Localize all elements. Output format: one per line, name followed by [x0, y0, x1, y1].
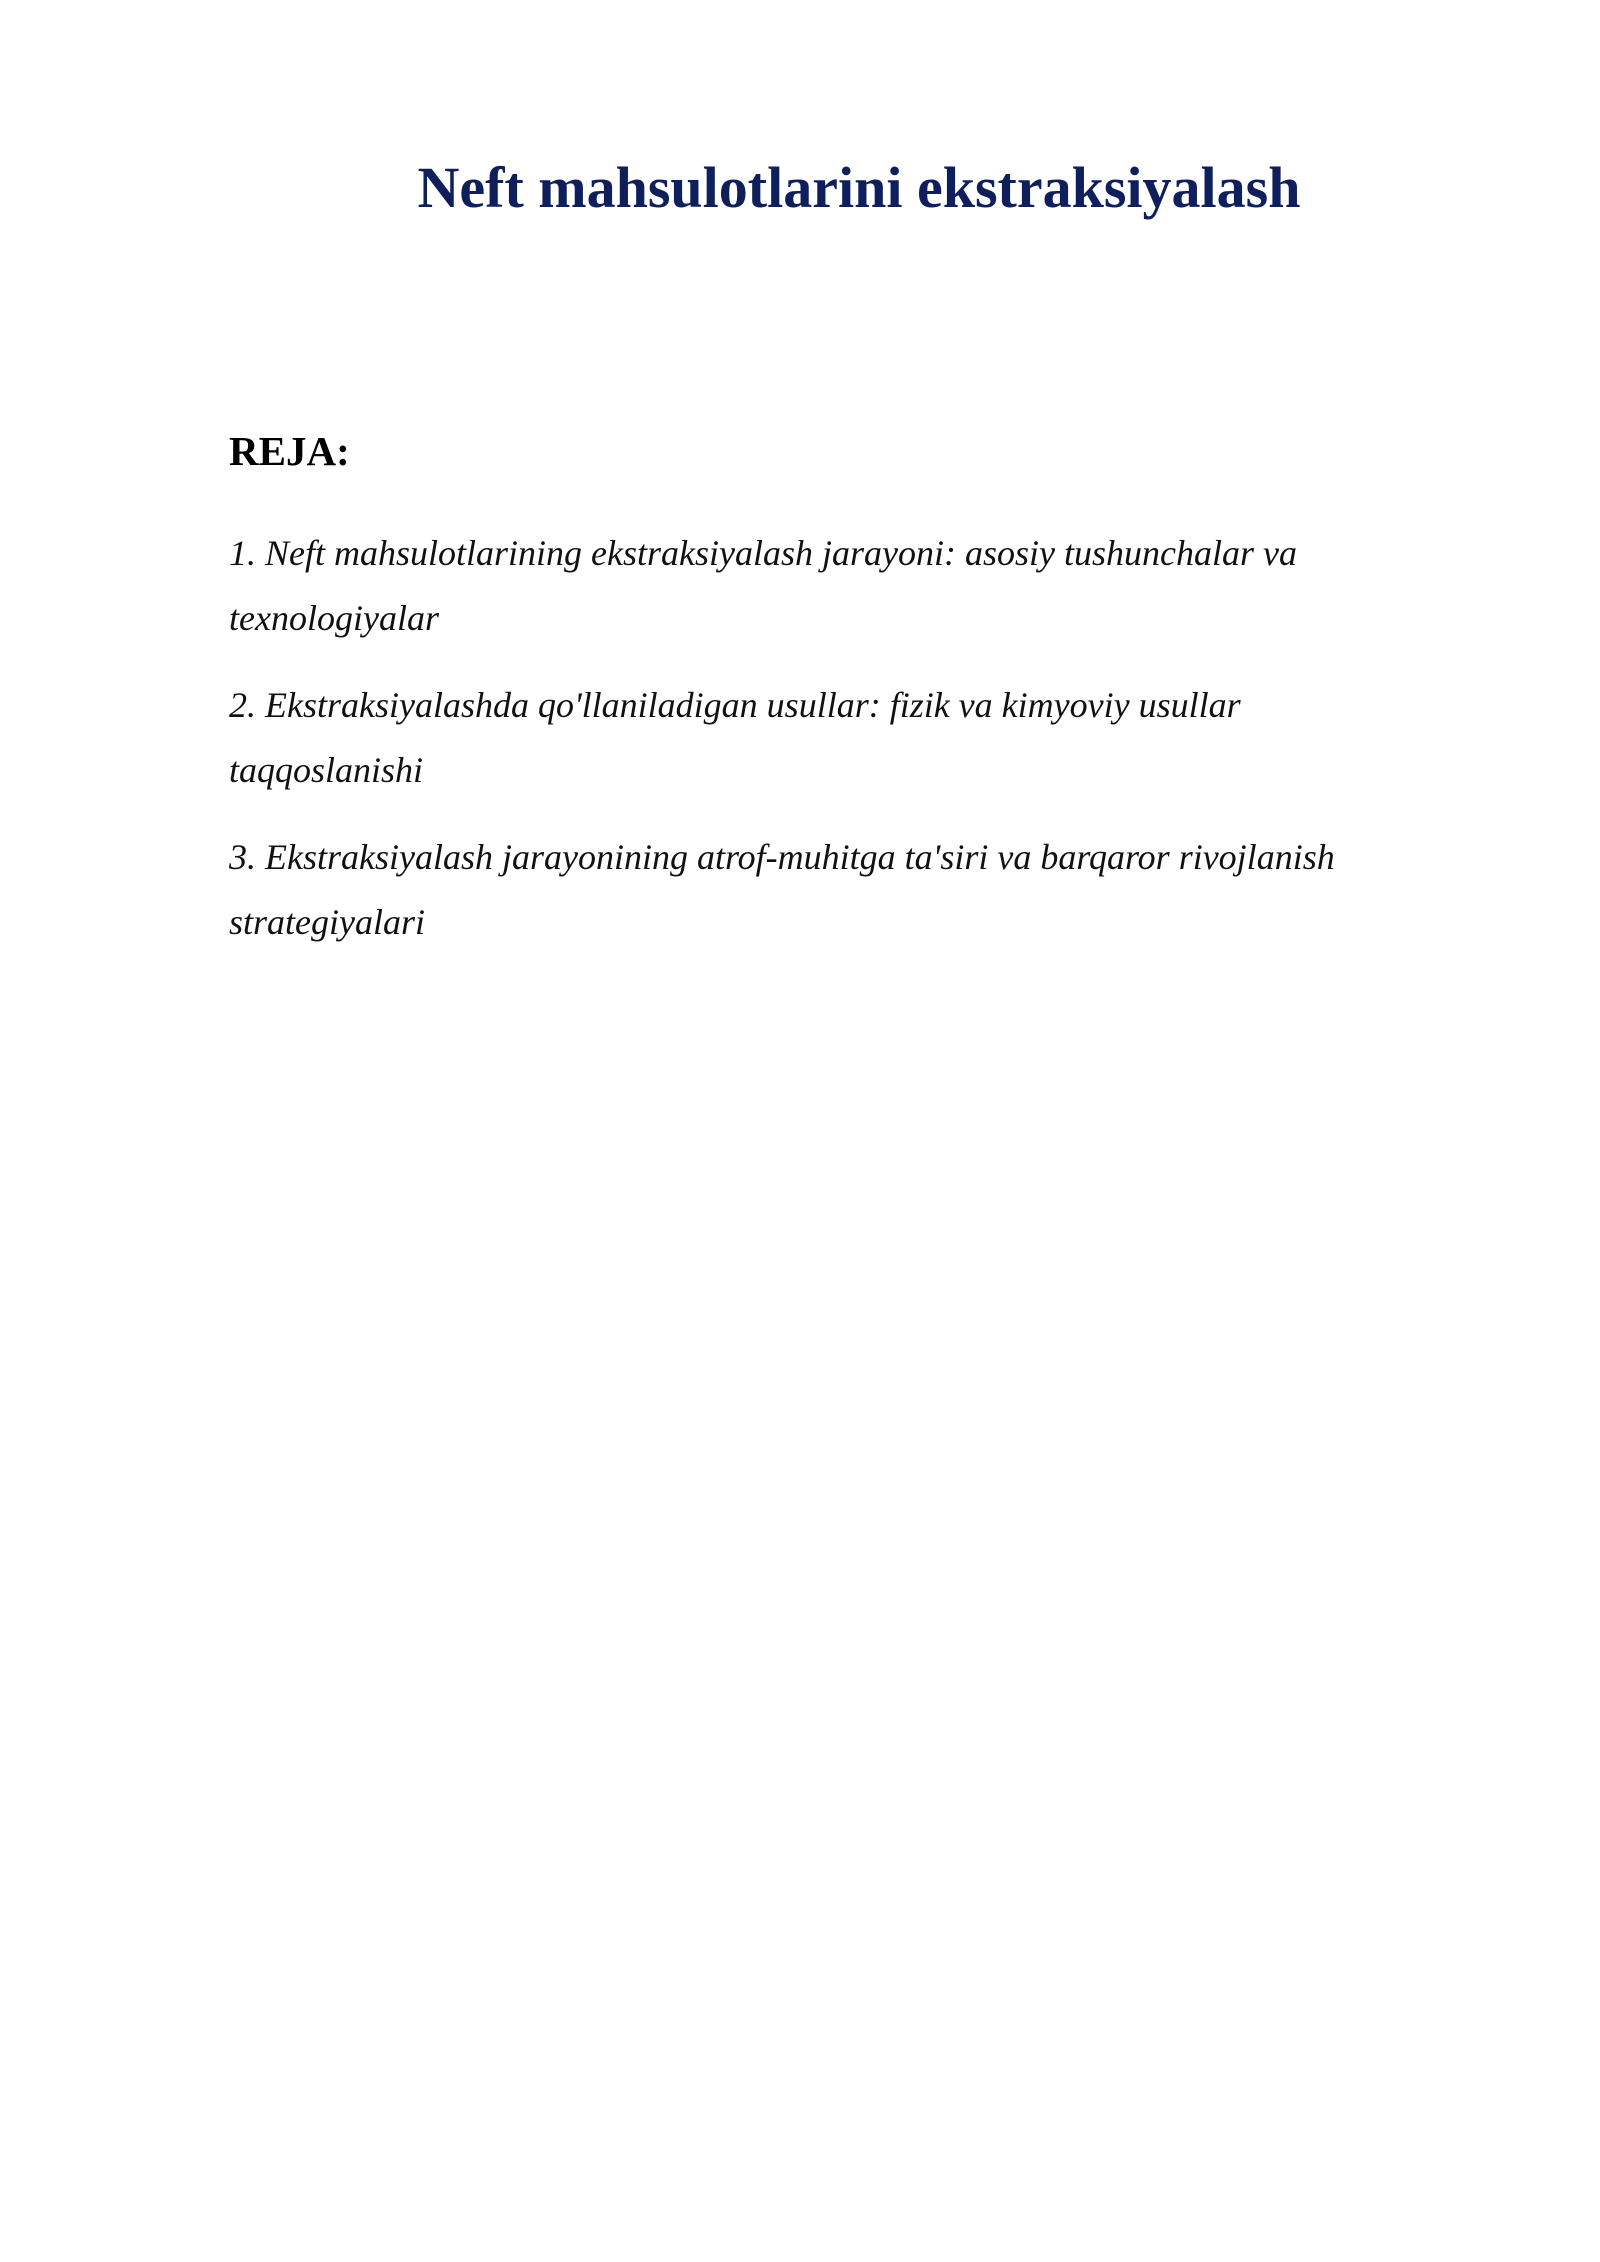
document-title: Neft mahsulotlarini ekstraksiyalash [417, 155, 1301, 220]
plan-item-3: 3. Ekstraksiyalash jarayonining atrof-muhitga ta'siri va barqaror rivojlanish strategiyalari [229, 837, 1335, 942]
plan-item-2: 2. Ekstraksiyalashda qo'llaniladigan usullar: fizik va kimyoviy usullar taqqoslanishi [229, 685, 1241, 790]
plan-list [229, 521, 1429, 977]
plan-item-1: 1. Neft mahsulotlarining ekstraksiyalash jarayoni: asosiy tushunchalar va texnologiyalar [229, 533, 1297, 638]
plan-heading: REJA: [229, 428, 350, 474]
